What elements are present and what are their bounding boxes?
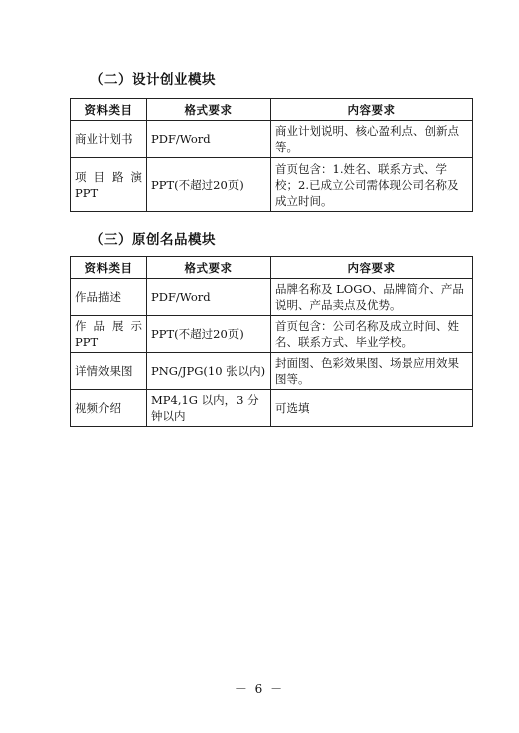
section-heading-design-startup: （二）设计创业模块 <box>90 72 216 88</box>
header-content: 内容要求 <box>271 257 473 279</box>
header-category: 资料类目 <box>71 99 147 121</box>
cell-category: 详情效果图 <box>71 353 147 390</box>
design-startup-table <box>70 98 473 212</box>
table-header-row <box>71 257 473 279</box>
section-heading-original-products: （三）原创名品模块 <box>90 232 216 248</box>
cell-content: 首页包含：1.姓名、联系方式、学校；2.已成立公司需体现公司名称及成立时间。 <box>271 158 473 212</box>
cell-content: 首页包含：公司名称及成立时间、姓名、联系方式、毕业学校。 <box>271 316 473 353</box>
original-products-table <box>70 256 473 427</box>
header-category: 资料类目 <box>71 257 147 279</box>
table-row <box>71 316 473 353</box>
header-content: 内容要求 <box>271 99 473 121</box>
cell-format: PNG/JPG(10 张以内) <box>147 353 271 390</box>
cell-category: 作品展示PPT <box>71 316 147 353</box>
table-row <box>71 279 473 316</box>
table-row <box>71 390 473 427</box>
cell-format: PPT(不超过20页) <box>147 158 271 212</box>
cell-category: 视频介绍 <box>71 390 147 427</box>
header-format: 格式要求 <box>147 99 271 121</box>
cell-content: 品牌名称及 LOGO、品牌简介、产品说明、产品卖点及优势。 <box>271 279 473 316</box>
cell-content: 商业计划说明、核心盈利点、创新点等。 <box>271 121 473 158</box>
cell-format: PPT(不超过20页) <box>147 316 271 353</box>
table-row <box>71 121 473 158</box>
cell-format: PDF/Word <box>147 279 271 316</box>
cell-category: 作品描述 <box>71 279 147 316</box>
table-row <box>71 158 473 212</box>
table-row <box>71 353 473 390</box>
page-number: － 6 － <box>234 682 285 696</box>
cell-format: PDF/Word <box>147 121 271 158</box>
cell-content: 可选填 <box>271 390 473 427</box>
cell-content: 封面图、色彩效果图、场景应用效果图等。 <box>271 353 473 390</box>
cell-category: 项目路演PPT <box>71 158 147 212</box>
header-format: 格式要求 <box>147 257 271 279</box>
table-header-row <box>71 99 473 121</box>
cell-format: MP4,1G 以内，3 分钟以内 <box>147 390 271 427</box>
cell-category: 商业计划书 <box>71 121 147 158</box>
